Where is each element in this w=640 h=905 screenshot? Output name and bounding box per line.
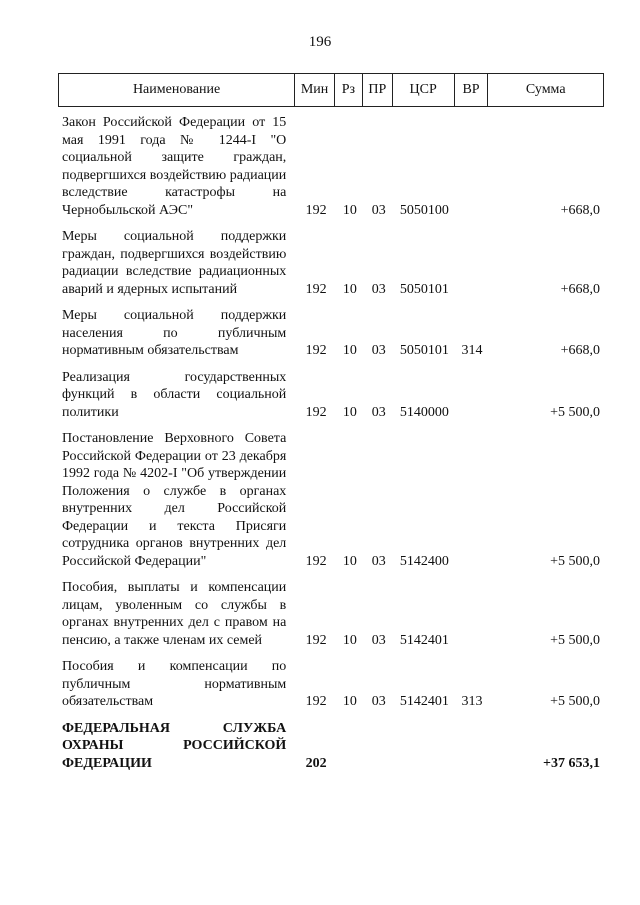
- row-rz: 10: [342, 553, 357, 569]
- table-header: [58, 73, 604, 107]
- row-sum: +668,0: [560, 202, 601, 218]
- row-csr: 5140000: [399, 404, 449, 420]
- row-pr: 03: [371, 202, 386, 218]
- row-name: Реализация государственных функций в области социальной политики: [62, 369, 287, 420]
- row-vr: 314: [461, 343, 483, 358]
- row-rz: 10: [342, 281, 357, 297]
- row-pr: 03: [371, 632, 386, 648]
- row-sum: +5 500,0: [550, 404, 601, 420]
- table-row: [58, 114, 604, 219]
- row-sum: +37 653,1: [543, 755, 601, 771]
- table-body: [58, 114, 604, 781]
- row-min: 202: [305, 755, 327, 771]
- row-min: 192: [305, 343, 327, 358]
- row-min: 192: [305, 404, 327, 420]
- row-name: Закон Российской Федерации от 15 мая 1991 года № 1244-I "О социальной защите граждан, подвергшихся воздействию радиации вследствие катастрофы на Чернобыльской АЭС": [62, 115, 287, 218]
- row-min: 192: [305, 632, 327, 648]
- column-header-sum: Сумма: [487, 74, 603, 106]
- column-header-csr: ЦСР: [392, 74, 454, 106]
- row-pr: 03: [371, 694, 386, 709]
- table-row: [58, 579, 604, 649]
- row-rz: 10: [342, 404, 357, 420]
- row-name: Меры социальной поддержки населения по публичным нормативным обязательствам: [62, 308, 287, 358]
- table-row: [58, 369, 604, 422]
- row-rz: 10: [342, 632, 357, 648]
- row-pr: 03: [371, 553, 386, 569]
- row-min: 192: [305, 281, 327, 297]
- row-rz: 10: [342, 343, 357, 358]
- column-header-min: Мин: [294, 74, 334, 106]
- row-min: 192: [305, 553, 327, 569]
- row-name: Пособия и компенсации по публичным нормативным обязательствам: [62, 659, 287, 709]
- row-csr: 5142401: [399, 632, 449, 648]
- row-sum: +5 500,0: [550, 632, 601, 648]
- row-pr: 03: [371, 343, 386, 358]
- row-sum: +668,0: [560, 281, 601, 297]
- table-row: [58, 430, 604, 570]
- column-header-pr: ПР: [362, 74, 392, 106]
- row-name: Постановление Верховного Совета Российской Федерации от 23 декабря 1992 года № 4202-I "Об утверждении Положения о службе в органах внутренних дел Российской Федерации и текста Присяги сотрудника органов внутренних дел Российской Федерации": [62, 431, 287, 569]
- row-pr: 03: [371, 404, 386, 420]
- row-rz: 10: [342, 202, 357, 218]
- column-header-rz: Рз: [334, 74, 362, 106]
- row-name: Пособия, выплаты и компенсации лицам, уволенным со службы в органах внутренних дел с правом на пенсию, а также членам их семей: [62, 580, 287, 648]
- row-sum: +668,0: [560, 343, 601, 358]
- row-name: Меры социальной поддержки граждан, подвергшихся воздействию радиации вследствие радиационных аварий и ядерных испытаний: [62, 229, 287, 297]
- row-pr: 03: [371, 281, 386, 297]
- row-min: 192: [305, 694, 327, 709]
- row-name: ФЕДЕРАЛЬНАЯ СЛУЖБА ОХРАНЫ РОССИЙСКОЙ ФЕДЕРАЦИИ: [62, 720, 287, 771]
- page-number: 196: [308, 34, 332, 50]
- row-csr: 5050100: [399, 202, 449, 218]
- row-csr: 5050101: [399, 281, 449, 297]
- column-header-vr: ВР: [454, 74, 488, 106]
- table-row: [58, 228, 604, 298]
- row-vr: 313: [461, 694, 483, 709]
- row-csr: 5142401: [399, 694, 449, 709]
- column-header-name: Наименование: [132, 82, 221, 97]
- row-csr: 5142400: [399, 553, 449, 569]
- row-csr: 5050101: [399, 343, 449, 358]
- table-row: [58, 307, 604, 360]
- row-sum: +5 500,0: [550, 694, 601, 709]
- row-min: 192: [305, 202, 327, 218]
- table-row: [58, 658, 604, 711]
- row-sum: +5 500,0: [550, 553, 601, 569]
- table-row: [58, 720, 604, 773]
- row-rz: 10: [342, 694, 357, 709]
